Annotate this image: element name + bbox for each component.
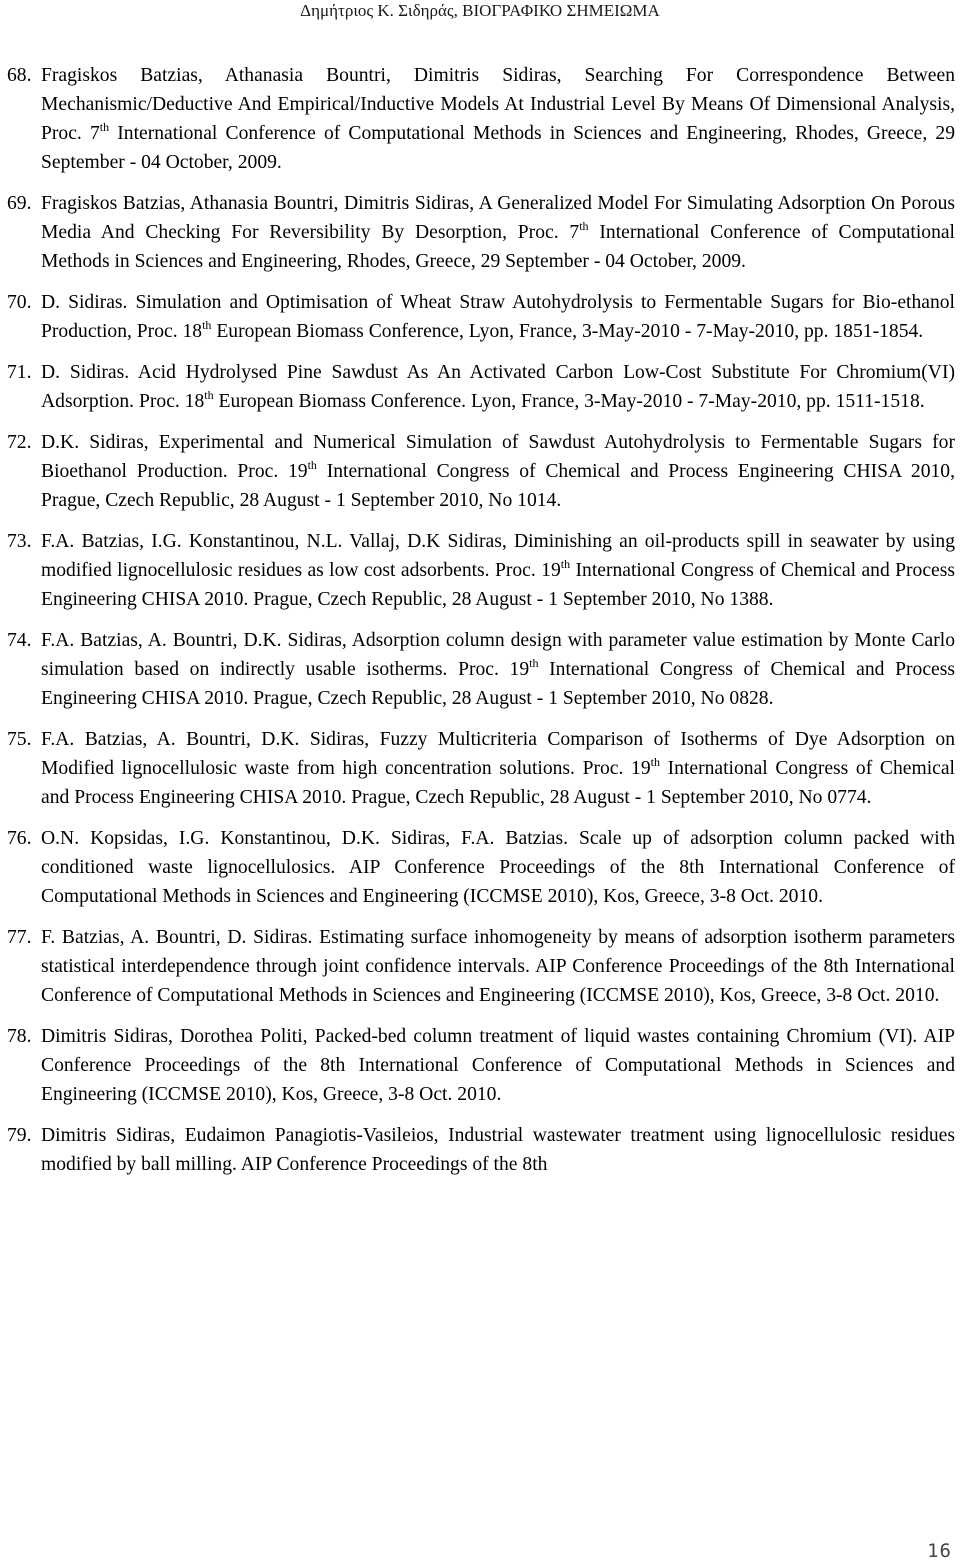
reference-text: F. Batzias, A. Bountri, D. Sidiras. Estimating surface inhomogeneity by means of adsorption isotherm parameters statistical interdependence through joint confidence intervals. AIP Conference Proceedings of the 8th International Conference of Computational Methods in Sciences and Engineering (ICCMSE 2010), Kos, Greece, 3-8 Oct. 2010.	[41, 927, 955, 1006]
superscript: th	[579, 219, 589, 233]
reference-text: Dimitris Sidiras, Dorothea Politi, Packed-bed column treatment of liquid wastes containing Chromium (VI). AIP Conference Proceedings of the 8th International Conference of Computational Methods in Sciences and Engineering (ICCMSE 2010), Kos, Greece, 3-8 Oct. 2010.	[41, 1026, 955, 1105]
reference-number: 71.	[7, 362, 32, 383]
reference-number: 78.	[7, 1026, 32, 1047]
superscript: th	[202, 318, 212, 332]
reference-item	[7, 428, 955, 515]
reference-item	[7, 1022, 955, 1109]
reference-item	[7, 923, 955, 1010]
reference-text: Fragiskos Batzias, Athanasia Bountri, Dimitris Sidiras, Searching For Correspondence Between Mechanismic/Deductive And Empirical/Inductive Models At Industrial Level By Means Of Dimensional Analysis, Proc. 7th International Conference of Computational Methods in Sciences and Engineering, Rhodes, Greece, 29 September - 04 October, 2009.	[41, 65, 955, 173]
superscript: th	[529, 656, 539, 670]
superscript: th	[650, 755, 660, 769]
running-header: Δημήτριος Κ. Σιδηράς, ΒΙΟΓΡΑΦΙΚΟ ΣΗΜΕΙΩΜΑ	[300, 1, 660, 20]
reference-item	[7, 527, 955, 614]
superscript: th	[307, 458, 317, 472]
reference-text: D. Sidiras. Simulation and Optimisation of Wheat Straw Autohydrolysis to Fermentable Sugars for Bio-ethanol Production, Proc. 18th European Biomass Conference, Lyon, France, 3-May-2010 - 7-May-2010, pp. 1851-1854.	[41, 292, 955, 342]
reference-item	[7, 626, 955, 713]
superscript: th	[204, 388, 214, 402]
reference-item	[7, 288, 955, 346]
reference-text: D.K. Sidiras, Experimental and Numerical Simulation of Sawdust Autohydrolysis to Fermentable Sugars for Bioethanol Production. Proc. 19th International Congress of Chemical and Process Engineering CHISA 2010, Prague, Czech Republic, 28 August - 1 September 2010, No 1014.	[41, 432, 955, 511]
reference-item	[7, 358, 955, 416]
reference-number: 79.	[7, 1125, 32, 1146]
reference-item	[7, 61, 955, 177]
reference-item	[7, 824, 955, 911]
reference-number: 77.	[7, 927, 32, 948]
reference-number: 70.	[7, 292, 32, 313]
reference-item	[7, 189, 955, 276]
reference-text: Fragiskos Batzias, Athanasia Bountri, Dimitris Sidiras, A Generalized Model For Simulating Adsorption On Porous Media And Checking For Reversibility By Desorption, Proc. 7th International Conference of Computational Methods in Sciences and Engineering, Rhodes, Greece, 29 September - 04 October, 2009.	[41, 193, 955, 272]
superscript: th	[99, 120, 110, 134]
reference-number: 69.	[7, 193, 32, 214]
reference-list	[7, 61, 955, 1191]
reference-item	[7, 725, 955, 812]
reference-number: 76.	[7, 828, 32, 849]
page-number: 16	[927, 1540, 952, 1562]
reference-text: D. Sidiras. Acid Hydrolysed Pine Sawdust As An Activated Carbon Low-Cost Substitute For Chromium(VI) Adsorption. Proc. 18th European Biomass Conference. Lyon, France, 3-May-2010 - 7-May-2010, pp. 1511-1518.	[41, 362, 955, 412]
reference-number: 75.	[7, 729, 32, 750]
reference-text: O.N. Kopsidas, I.G. Konstantinou, D.K. Sidiras, F.A. Batzias. Scale up of adsorption column packed with conditioned waste lignocellulosics. AIP Conference Proceedings of the 8th International Conference of Computational Methods in Sciences and Engineering (ICCMSE 2010), Kos, Greece, 3-8 Oct. 2010.	[41, 828, 955, 907]
reference-number: 72.	[7, 432, 32, 453]
reference-text: F.A. Batzias, A. Bountri, D.K. Sidiras, Adsorption column design with parameter value estimation by Monte Carlo simulation based on indirectly usable isotherms. Proc. 19th International Congress of Chemical and Process Engineering CHISA 2010. Prague, Czech Republic, 28 August - 1 September 2010, No 0828.	[41, 630, 955, 709]
reference-item	[7, 1121, 955, 1179]
reference-number: 73.	[7, 531, 32, 552]
reference-text: Dimitris Sidiras, Eudaimon Panagiotis-Vasileios, Industrial wastewater treatment using lignocellulosic residues modified by ball milling. AIP Conference Proceedings of the 8th	[41, 1125, 955, 1175]
reference-text: F.A. Batzias, I.G. Konstantinou, N.L. Vallaj, D.K Sidiras, Diminishing an oil-products spill in seawater by using modified lignocellulosic residues as low cost adsorbents. Proc. 19th International Congress of Chemical and Process Engineering CHISA 2010. Prague, Czech Republic, 28 August - 1 September 2010, No 1388.	[41, 531, 955, 610]
reference-number: 68.	[7, 65, 32, 86]
reference-number: 74.	[7, 630, 32, 651]
reference-text: F.A. Batzias, A. Bountri, D.K. Sidiras, Fuzzy Multicriteria Comparison of Isotherms of Dye Adsorption on Modified lignocellulosic waste from high concentration solutions. Proc. 19th International Congress of Chemical and Process Engineering CHISA 2010. Prague, Czech Republic, 28 August - 1 September 2010, No 0774.	[41, 729, 955, 808]
superscript: th	[560, 557, 571, 571]
